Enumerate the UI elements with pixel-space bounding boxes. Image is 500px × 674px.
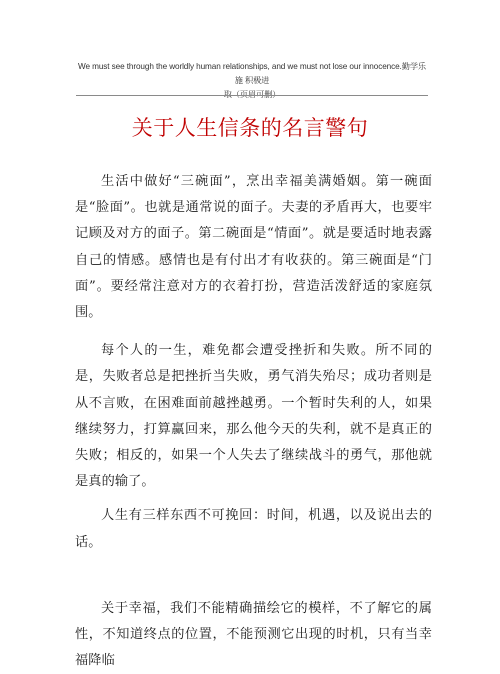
header-divider [76,95,428,96]
paragraph: 关于幸福，我们不能精确描绘它的模样，不了解它的属性，不知道终点的位置，不能预测它出现的时机，只有当幸福降临 [75,600,432,669]
paragraph: 生活中做好“三碗面”，烹出幸福美满婚姻。第一碗面是“脸面”。也就是通常说的面子。夫妻的矛盾再大，也要牢记顾及对方的面子。第二碗面是“情面”。就是要适时地表露自己的情感。感情也是有付出才有收获的。第三碗面是“门面”。要经常注意对方的衣着打扮，营造活泼舒适的家庭氛围。 [75,174,432,321]
header-line-2: 取（页眉可删） [223,90,281,99]
document-title: 关于人生信条的名言警句 [131,116,369,140]
header-line-1: We must see through the worldly human relationships, and we must not lose our innocence.勤学乐施 积极进 [78,62,426,85]
paragraph: 人生有三样东西不可挽回：时间，机遇，以及说出去的话。 [75,508,432,550]
document-body [75,169,432,674]
paragraph: 每个人的一生，难免都会遭受挫折和失败。所不同的是，失败者总是把挫折当失败，勇气消失殆尽；成功者则是从不言败，在困难面前越挫越勇。一个暂时失利的人，如果继续努力，打算赢回来，那么他今天的失利，就不是真正的失败；相反的，如果一个人失去了继续战斗的勇气，那他就是真的输了。 [75,343,432,490]
